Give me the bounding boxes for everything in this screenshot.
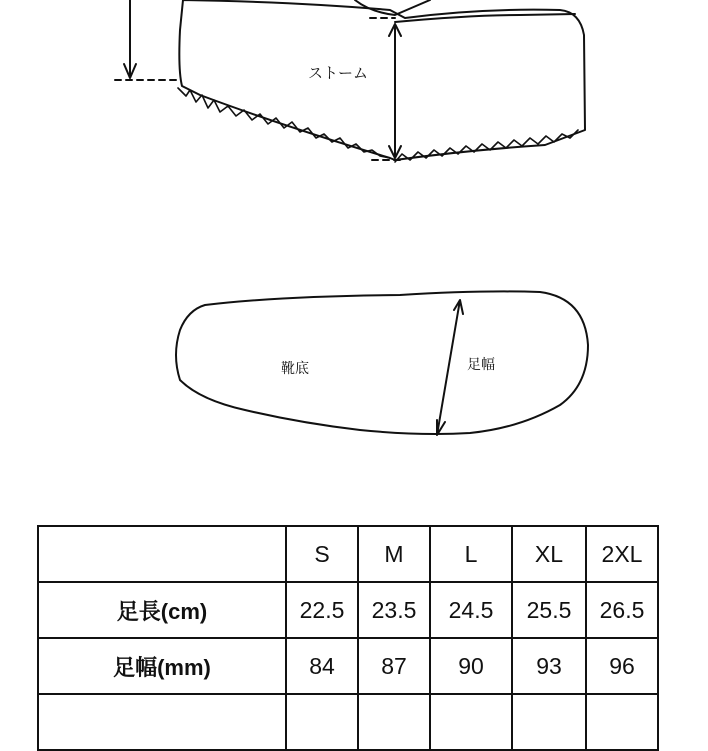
sole-outline xyxy=(176,291,588,434)
table-cell xyxy=(358,694,430,750)
shoe-upper-strap xyxy=(355,0,430,15)
platform-height-arrow xyxy=(124,0,136,78)
row-label: 足長(cm) xyxy=(38,582,286,638)
table-cell: 25.5 xyxy=(512,582,586,638)
storm-label: ストーム xyxy=(308,64,369,82)
shoe-upper-outline xyxy=(179,0,585,160)
table-header-cell: XL xyxy=(512,526,586,582)
table-cell: 24.5 xyxy=(430,582,512,638)
table-row xyxy=(38,582,658,638)
table-cell: 87 xyxy=(358,638,430,694)
table-cell xyxy=(586,694,658,750)
table-header-cell: L xyxy=(430,526,512,582)
table-cell: 84 xyxy=(286,638,358,694)
table-cell: 93 xyxy=(512,638,586,694)
table-header-row xyxy=(38,526,658,582)
table-cell: 90 xyxy=(430,638,512,694)
table-cell: 22.5 xyxy=(286,582,358,638)
table-cell xyxy=(512,694,586,750)
table-cell xyxy=(430,694,512,750)
table-cell: 96 xyxy=(586,638,658,694)
table-header-cell: M xyxy=(358,526,430,582)
table-cell: 23.5 xyxy=(358,582,430,638)
row-label xyxy=(38,694,286,750)
table-header-cell: 2XL xyxy=(586,526,658,582)
table-header-cell xyxy=(38,526,286,582)
table-cell xyxy=(286,694,358,750)
table-row xyxy=(38,638,658,694)
table-header-cell: S xyxy=(286,526,358,582)
sole-label: 靴底 xyxy=(281,361,309,377)
table-cell: 26.5 xyxy=(586,582,658,638)
foot-width-arrow xyxy=(437,300,463,435)
table-row xyxy=(38,694,658,750)
storm-height-arrow xyxy=(389,24,401,158)
size-table xyxy=(37,525,659,751)
foot-width-label: 足幅 xyxy=(467,357,495,373)
row-label: 足幅(mm) xyxy=(38,638,286,694)
